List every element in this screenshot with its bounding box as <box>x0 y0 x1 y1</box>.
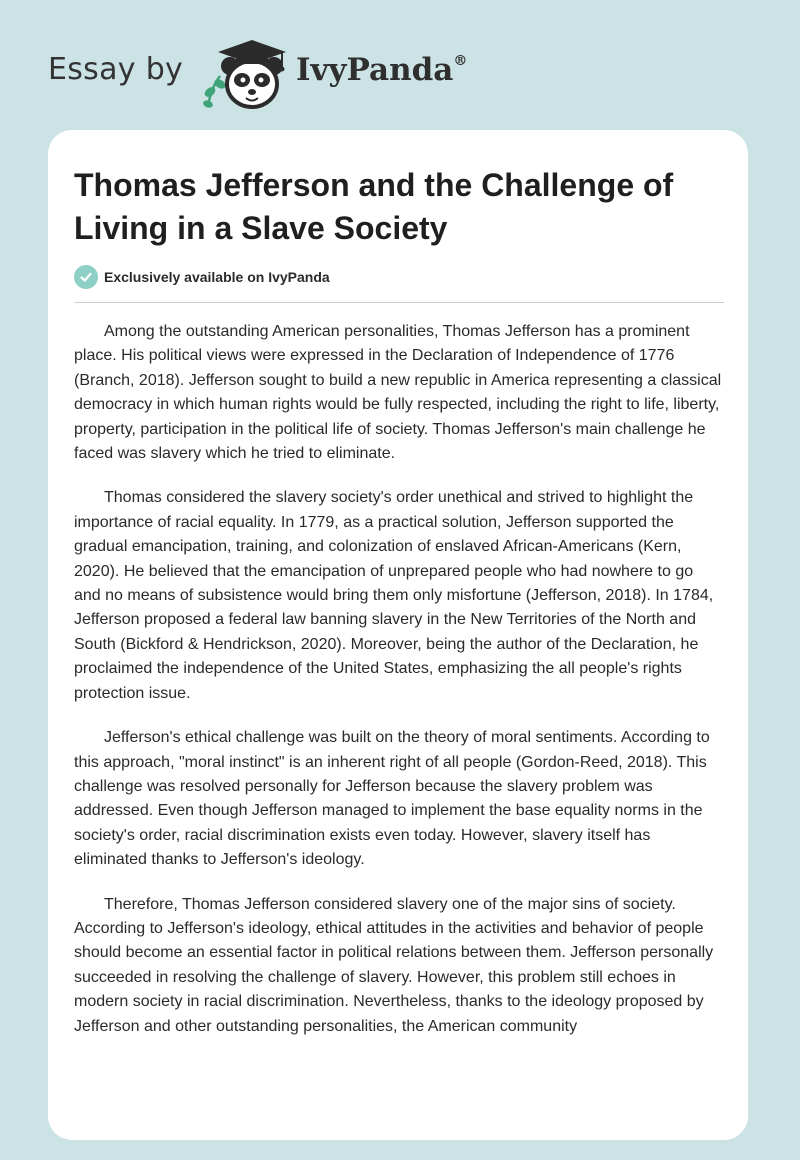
panda-graduate-icon[interactable] <box>200 36 292 112</box>
essay-by-label: Essay by <box>48 52 184 87</box>
divider <box>74 302 724 303</box>
paragraph: Among the outstanding American personalities, Thomas Jefferson has a prominent place. His political views were expressed in the Declaration of Independence of 1776 (Branch, 2018). Jefferson sought to build a new republic in America representing a classical democracy in which human rights would be fully respected, including the right to life, liberty, property, participation in the political life of society. Thomas Jefferson's main challenge he faced was slavery which he tried to eliminate. <box>74 323 722 463</box>
registered-mark: ® <box>453 52 468 69</box>
brand-name[interactable] <box>296 52 467 88</box>
paragraph: Therefore, Thomas Jefferson considered slavery one of the major sins of society. According to Jefferson's ideology, ethical attitudes in the activities and behavior of people should become an essential factor in political relations between them. Jefferson personally succeeded in resolving the challenge of slavery. However, this problem still echoes in modern society in racial discrimination. Nevertheless, thanks to the ideology proposed by Jefferson and other outstanding personalities, the American community <box>74 895 714 1035</box>
essay-body <box>74 320 724 1059</box>
essay-card <box>48 130 748 1140</box>
check-circle-icon <box>74 265 98 289</box>
brand-wordmark: IvyPanda <box>296 52 454 88</box>
exclusive-badge-label: Exclusively available on IvyPanda <box>104 269 330 285</box>
site-header <box>48 34 548 114</box>
essay-title: Thomas Jefferson and the Challenge of Living in a Slave Society <box>74 167 674 246</box>
exclusive-badge <box>74 264 330 290</box>
paragraph: Thomas considered the slavery society's order unethical and strived to highlight the importance of racial equality. In 1779, as a practical solution, Jefferson supported the gradual emancipation, training, and colonization of enslaved African-Americans (Kern, 2020). He believed that the emancipation of unprepared people who had nowhere to go and no means of subsistence would bring them only misfortune (Jefferson, 2018). In 1784, Jefferson proposed a federal law banning slavery in the New Territories of the North and South (Bickford & Hendrickson, 2020). Moreover, being the author of the Declaration, he proclaimed the independence of the United States, emphasizing the all people's rights protection issue. <box>74 489 714 702</box>
paragraph: Jefferson's ethical challenge was built on the theory of moral sentiments. According to this approach, "moral instinct" is an inherent right of all people (Gordon-Reed, 2018). This challenge was resolved personally for Jefferson because the slavery problem was addressed. Even though Jefferson managed to implement the base equality norms in the society's order, racial discrimination exists even today. However, slavery itself has eliminated thanks to Jefferson's ideology. <box>74 729 710 869</box>
